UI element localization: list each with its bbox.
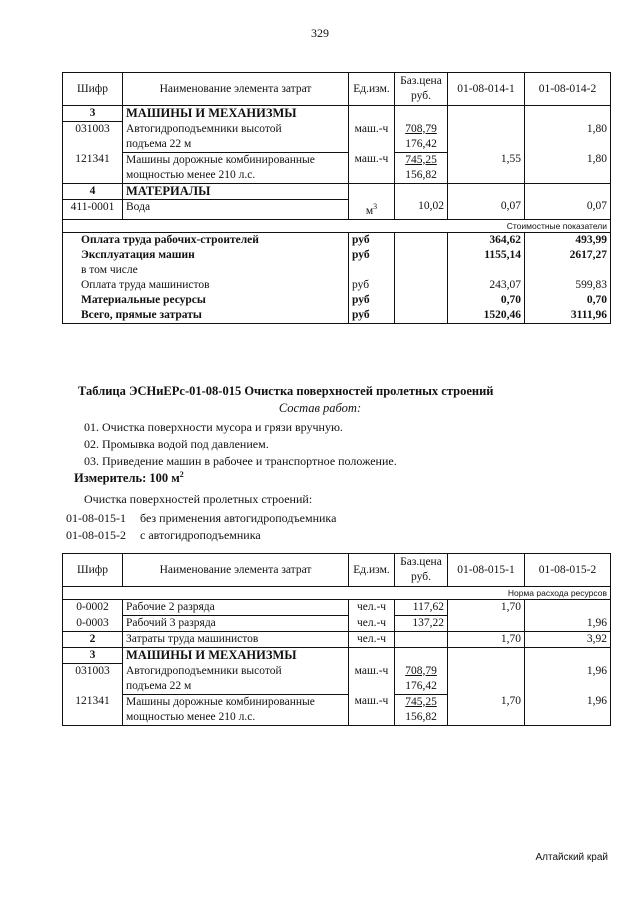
section-row-machines — [63, 648, 611, 664]
table-section-title: Таблица ЭСНиЕРс-01-08-015 Очистка поверхностей пролетных строений — [78, 384, 494, 398]
row-name-cont: подъема 22 м — [126, 679, 192, 692]
table-header-row — [63, 73, 611, 106]
row-value-1: 1,70 — [448, 694, 525, 725]
row-code: 121341 — [63, 694, 123, 725]
row-price-sub: 156,82 — [405, 710, 437, 723]
summary-label: Эксплуатация машин — [63, 248, 349, 263]
row-name-cont: мощностью менее 210 л.с. — [126, 710, 256, 723]
page-number: 329 — [311, 26, 329, 40]
resource-table-01-08-015 — [62, 553, 611, 726]
row-value-1: 1,70 — [448, 632, 525, 648]
section-title: МАШИНЫ И МЕХАНИЗМЫ — [123, 648, 349, 664]
header-col-01-08-014-1: 01-08-014-1 — [448, 73, 525, 106]
header-code: Шифр — [63, 554, 123, 587]
section-title: МАШИНЫ И МЕХАНИЗМЫ — [123, 106, 349, 122]
header-unit: Ед.изм. — [349, 73, 395, 106]
cost-indicators-note: Стоимостные показатели — [448, 219, 611, 232]
row-unit: маш.-ч — [349, 122, 395, 153]
row-name: Рабочий 3 разряда — [123, 616, 349, 632]
row-price: 10,02 — [395, 199, 448, 219]
row-name-cont: подъема 22 м — [126, 137, 192, 150]
summary-label: Всего, прямые затраты — [63, 308, 349, 324]
summary-value-1: 1155,14 — [448, 248, 525, 263]
header-name: Наименование элемента затрат — [123, 73, 349, 106]
header-base-price: Баз.цена руб. — [395, 554, 448, 587]
row-code: 031003 — [63, 664, 123, 695]
row-name: Вода — [123, 199, 349, 219]
row-name: Рабочие 2 разряда — [123, 600, 349, 616]
header-col-01-08-015-2: 01-08-015-2 — [525, 554, 611, 587]
row-name-cont: мощностью менее 210 л.с. — [126, 168, 256, 181]
summary-value-1: 1520,46 — [448, 308, 525, 324]
table-row — [63, 122, 611, 153]
header-unit: Ед.изм. — [349, 554, 395, 587]
row-value-2: 1,96 — [525, 694, 611, 725]
row-unit: маш.-ч — [349, 694, 395, 725]
row-value-2: 1,96 — [525, 664, 611, 695]
summary-unit: руб — [349, 232, 395, 248]
row-price-sub: 156,82 — [405, 168, 437, 181]
section-row-machines — [63, 106, 611, 122]
row-value-2: 1,96 — [525, 616, 611, 632]
note-row — [63, 587, 611, 600]
row-price: 745,25 — [405, 695, 437, 708]
table-row — [63, 664, 611, 695]
composition-title: Состав работ: — [278, 401, 362, 415]
summary-row-total — [63, 308, 611, 324]
table-row — [63, 694, 611, 725]
row-price-sub: 176,42 — [405, 679, 437, 692]
header-col-01-08-015-1: 01-08-015-1 — [448, 554, 525, 587]
section-number: 4 — [63, 183, 123, 199]
table-row — [63, 152, 611, 183]
summary-value-2: 2617,27 — [525, 248, 611, 263]
row-value-2: 1,80 — [525, 152, 611, 183]
summary-value-1: 364,62 — [448, 232, 525, 248]
section-title: МАТЕРИАЛЫ — [123, 183, 349, 199]
section-number: 3 — [63, 648, 123, 664]
region-footer: Алтайский край — [535, 852, 608, 863]
resource-table-01-08-014 — [62, 72, 611, 324]
row-code: 2 — [63, 632, 123, 648]
row-value-2: 0,07 — [525, 199, 611, 219]
measure-unit: Измеритель: 100 $м^2$ — [74, 470, 184, 486]
table-row — [63, 616, 611, 632]
table-header-row — [63, 554, 611, 587]
row-price: 708,79 — [405, 122, 437, 135]
variants-subtitle: Очистка поверхностей пролетных строений: — [84, 492, 313, 506]
row-name: Машины дорожные комбинированные — [126, 153, 315, 166]
row-value-1: 1,70 — [448, 600, 525, 616]
section-number: 3 — [63, 106, 123, 122]
row-name: Машины дорожные комбинированные — [126, 695, 315, 708]
summary-value-2: 599,83 — [525, 278, 611, 293]
row-code: 0-0002 — [63, 600, 123, 616]
summary-unit: руб — [349, 278, 395, 293]
row-price: 708,79 — [405, 664, 437, 677]
header-name: Наименование элемента затрат — [123, 554, 349, 587]
summary-value-1: 243,07 — [448, 278, 525, 293]
summary-label: Оплата труда машинистов — [63, 278, 349, 293]
variant-item: 01-08-015-1 без применения автогидроподъемника — [66, 511, 337, 525]
summary-unit: руб — [349, 248, 395, 263]
row-code: 411-0001 — [63, 199, 123, 219]
row-unit: маш.-ч — [349, 152, 395, 183]
row-value-1: 1,55 — [448, 152, 525, 183]
header-base-price: Баз.цена руб. — [395, 73, 448, 106]
summary-value-2: 3111,96 — [525, 308, 611, 324]
section-row-materials — [63, 183, 611, 199]
summary-value-1: 0,70 — [448, 293, 525, 308]
row-name: Затраты труда машинистов — [123, 632, 349, 648]
row-code: 121341 — [63, 152, 123, 183]
summary-value-2: 0,70 — [525, 293, 611, 308]
header-code: Шифр — [63, 73, 123, 106]
row-unit: чел.-ч — [349, 632, 395, 648]
work-step: 02. Промывка водой под давлением. — [84, 437, 269, 451]
table-row — [63, 600, 611, 616]
row-price: 117,62 — [395, 600, 448, 616]
row-code: 031003 — [63, 122, 123, 153]
summary-label: Материальные ресурсы — [63, 293, 349, 308]
table-row — [63, 632, 611, 648]
row-unit: чел.-ч — [349, 616, 395, 632]
header-col-01-08-014-2: 01-08-014-2 — [525, 73, 611, 106]
row-value-2: 3,92 — [525, 632, 611, 648]
row-name: Автогидроподъемники высотой — [126, 664, 282, 677]
summary-row — [63, 278, 611, 293]
summary-row — [63, 232, 611, 248]
row-unit: $м^3$ — [349, 199, 395, 219]
summary-value-2: 493,99 — [525, 232, 611, 248]
summary-label: Оплата труда рабочих-строителей — [63, 232, 349, 248]
row-name: Автогидроподъемники высотой — [126, 122, 282, 135]
work-step: 03. Приведение машин в рабочее и транспортное положение. — [84, 454, 397, 468]
summary-row — [63, 248, 611, 263]
summary-unit: руб — [349, 308, 395, 324]
resource-norm-note: Норма расхода ресурсов — [448, 587, 611, 600]
note-row — [63, 219, 611, 232]
table-row — [63, 199, 611, 219]
summary-sub-label: в том числе — [63, 263, 349, 278]
variant-item: 01-08-015-2 с автогидроподъемника — [66, 528, 261, 542]
row-code: 0-0003 — [63, 616, 123, 632]
row-price-sub: 176,42 — [405, 137, 437, 150]
row-value-1: 0,07 — [448, 199, 525, 219]
row-unit: маш.-ч — [349, 664, 395, 695]
work-step: 01. Очистка поверхности мусора и грязи вручную. — [84, 420, 343, 434]
row-value-2: 1,80 — [525, 122, 611, 153]
row-unit: чел.-ч — [349, 600, 395, 616]
row-price: 745,25 — [405, 153, 437, 166]
row-price: 137,22 — [395, 616, 448, 632]
summary-row — [63, 293, 611, 308]
summary-subrow — [63, 263, 611, 278]
summary-unit: руб — [349, 293, 395, 308]
